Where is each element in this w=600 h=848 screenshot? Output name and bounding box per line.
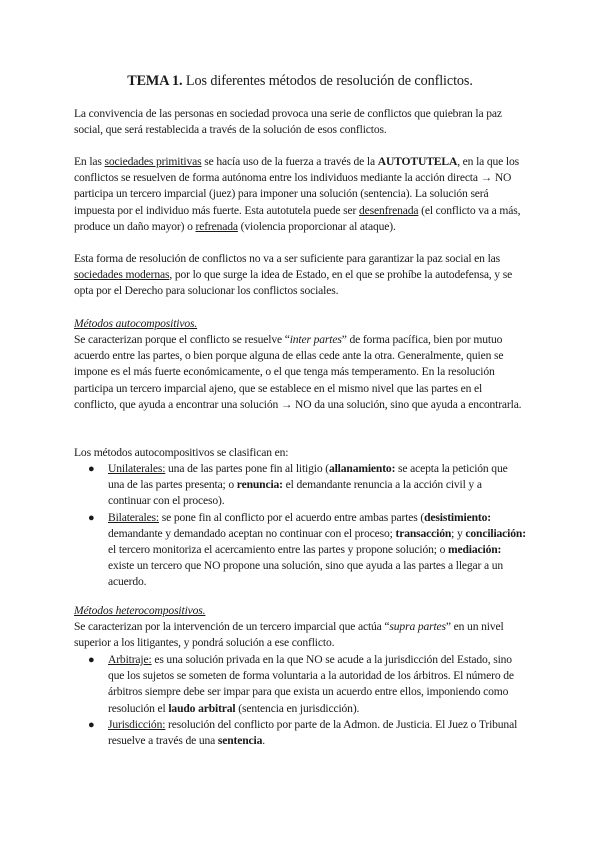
intro-paragraph: La convivencia de las personas en sociedad provoca una serie de conflictos que quiebran la paz social, que será restablecida a través de la solución de esos conflictos. — [74, 107, 502, 137]
bullet-icon: ● — [88, 463, 95, 475]
autocompositivos-list — [74, 461, 526, 591]
bullet-icon: ● — [88, 654, 95, 666]
autocompositivos-lead: Los métodos autocompositivos se clasifican en: — [74, 446, 289, 459]
list-item: ● Arbitraje: es una solución privada en la que NO se acude a la jurisdicción del Estado, sino que los sujetos se someten de forma voluntaria a la autoridad de los árbitros. El número de árbitros siempre debe ser impar para que exista un acuerdo entre ellos, imponiendo como resolución el laudo arbitral (sentencia en jurisdicción). — [88, 653, 514, 715]
list-item: ● Bilaterales: se pone fin al conflicto por el acuerdo entre ambas partes (desistimiento: demandante y demandado aceptan no continuar con el proceso; transacción; y conciliación: el tercero monitoriza el acercamiento entre las partes y propone solución; o mediación: existe un tercero que NO propone una solución, sino que ayuda a las partes a llegar a un acuerdo. — [88, 510, 526, 589]
heading-autocompositivos: Métodos autocompositivos. — [74, 317, 198, 330]
paragraph-autocompositivos: Se caracterizan porque el conflicto se resuelve “inter partes” de forma pacífica, bien por mutuo acuerdo entre las partes, o bien porque alguna de ellas cede ante la otra. Generalmente, quien se impone es el más fuerte económicamente, o el que tenga más temperamento. En la resolución participa un tercero imparcial ajeno, que se establece en el mismo nivel que las partes en el conflicto, que ayuda a encontrar una solución → NO da una solución, sino que ayuda a encontrarla. — [74, 333, 522, 411]
list-item: ● Jurisdicción: resolución del conflicto por parte de la Admon. de Justicia. El Juez o Tribunal resuelve a través de una sentencia. — [88, 717, 518, 748]
bullet-icon: ● — [88, 718, 95, 731]
paragraph-autotutela: En las sociedades primitivas se hacía uso de la fuerza a través de la AUTOTUTELA, en la que los conflictos se resuelven de forma autónoma entre los individuos mediante la acción directa → NO participa un tercero imparcial (juez) para imponer una solución (sentencia). La solución será impuesta por el individuo más fuerte. Esta autotutela puede ser desenfrenada (el conflicto va a más, produce un daño mayor) o refrenada (violencia proporcionar al ataque). — [74, 155, 521, 233]
heterocompositivos-list — [74, 652, 526, 749]
paragraph-heterocompositivos: Se caracterizan por la intervención de un tercero imparcial que actúa “supra partes” en un nivel superior a los litigantes, y pondrá solución a ese conflicto. — [74, 620, 504, 650]
heading-heterocompositivos: Métodos heterocompositivos. — [74, 604, 206, 617]
bullet-icon: ● — [88, 511, 95, 524]
list-item: ● Unilaterales: una de las partes pone fin al litigio (allanamiento: se acepta la petición que una de las partes presenta; o renuncia: el demandante renuncia a la acción civil y a continuar con el proceso). — [88, 462, 508, 508]
page-title: TEMA 1. Los diferentes métodos de resolución de conflictos. — [127, 73, 473, 89]
paragraph-estado: Esta forma de resolución de conflictos no va a ser suficiente para garantizar la paz social en las sociedades modernas, por lo que surge la idea de Estado, en el que se prohíbe la autodefensa, y se opta por el Derecho para solucionar los conflictos sociales. — [74, 252, 513, 298]
